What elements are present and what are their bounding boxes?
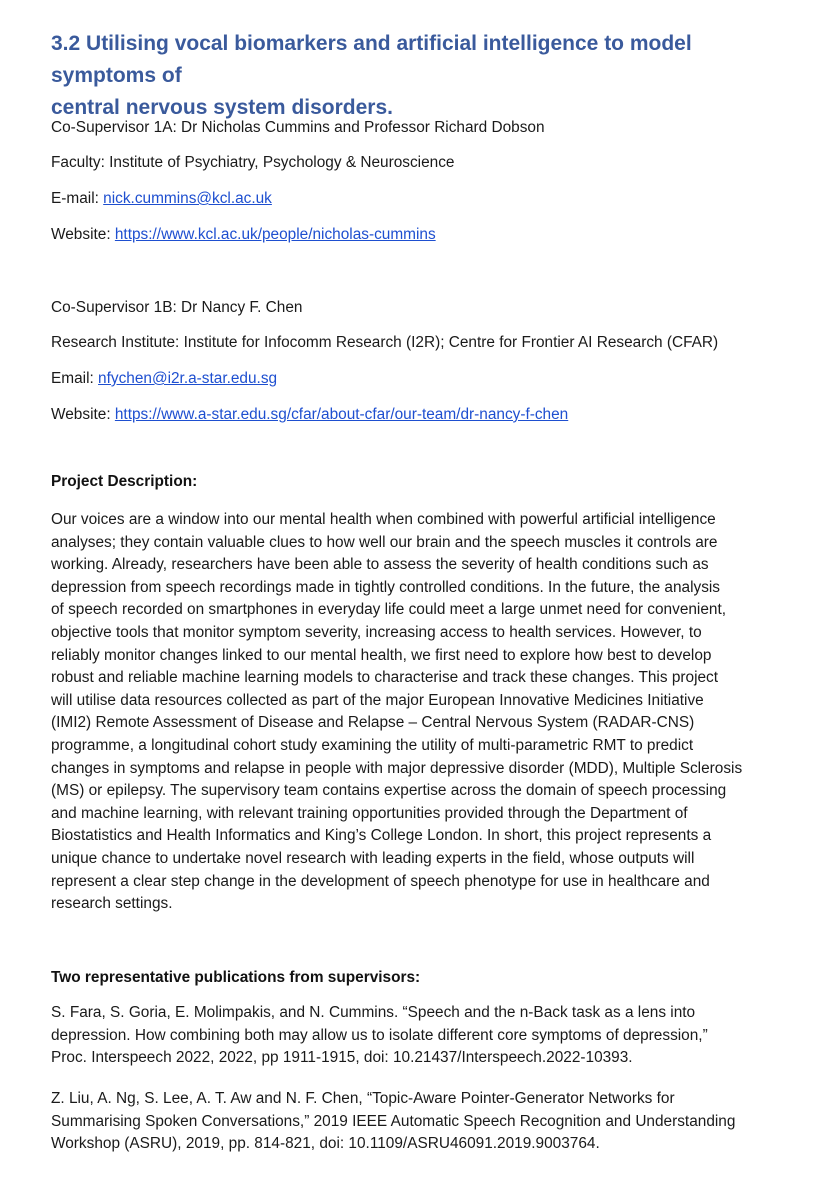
supervisor-1a-email-link[interactable]: nick.cummins@kcl.ac.uk xyxy=(103,190,272,207)
supervisor-1a-name: Co-Supervisor 1A: Dr Nicholas Cummins and Professor Richard Dobson xyxy=(51,119,545,136)
publication-line: Z. Liu, A. Ng, S. Lee, A. T. Aw and N. F. Chen, “Topic-Aware Pointer-Generator Networks for xyxy=(51,1090,675,1107)
publication-line: Workshop (ASRU), 2019, pp. 814-821, doi: 10.1109/ASRU46091.2019.9003764. xyxy=(51,1135,600,1153)
description-line: Biostatistics and Health Informatics and King’s College London. In short, this project represents a xyxy=(51,827,712,845)
supervisor-1b-website-link[interactable]: https://www.a-star.edu.sg/cfar/about-cfar/our-team/dr-nancy-f-chen xyxy=(114,406,569,423)
description-line: Our voices are a window into our mental health when combined with powerful artificial intelligence xyxy=(51,511,716,528)
section-title xyxy=(51,28,791,124)
supervisor-1b-website-row xyxy=(51,404,568,426)
supervisor-1b-website-label: Website: xyxy=(51,406,115,423)
description-line: depression from speech recordings made in tightly controlled conditions. In the future, the analysis xyxy=(51,578,721,596)
description-line: reliably monitor changes linked to our mental health, we first need to explore how best to develop xyxy=(51,646,712,664)
section-title-line-2: central nervous system disorders. xyxy=(51,96,393,119)
project-description-heading: Project Description: xyxy=(51,473,198,490)
supervisor-1a-email-row xyxy=(51,188,272,210)
description-line: of speech recorded on smartphones in everyday life could meet a large unmet need for convenient, xyxy=(51,601,727,619)
project-description-body xyxy=(51,509,791,916)
description-line: changes in symptoms and relapse in people with major depressive disorder (MDD), Multiple Sclerosis xyxy=(51,759,743,777)
description-line: (MS) or epilepsy. The supervisory team contains expertise across the domain of speech processing xyxy=(51,782,727,800)
supervisor-1b-email-label: Email: xyxy=(51,370,99,387)
description-line: working. Already, researchers have been able to assess the severity of health conditions such as xyxy=(51,556,709,574)
description-line: (IMI2) Remote Assessment of Disease and Relapse – Central Nervous System (RADAR-CNS) xyxy=(51,714,695,732)
description-line: unique chance to undertake novel research with leading experts in the field, whose outputs will xyxy=(51,849,695,867)
description-line: research settings. xyxy=(51,895,173,913)
publication-line: S. Fara, S. Goria, E. Molimpakis, and N. Cummins. “Speech and the n-Back task as a lens into xyxy=(51,1004,696,1021)
publication-line: Summarising Spoken Conversations,” 2019 IEEE Automatic Speech Recognition and Understanding xyxy=(51,1112,736,1130)
supervisor-1a-website-row xyxy=(51,224,436,246)
supervisor-1a-website-link[interactable]: https://www.kcl.ac.uk/people/nicholas-cummins xyxy=(114,226,436,243)
description-line: robust and reliable machine learning models to characterise and track these changes. This project xyxy=(51,669,719,687)
supervisor-1b-institute: Research Institute: Institute for Infocomm Research (I2R); Centre for Frontier AI Research (CFAR) xyxy=(51,334,719,351)
description-line: analyses; they contain valuable clues to how well our brain and the speech muscles it controls are xyxy=(51,533,718,551)
description-line: will utilise data resources collected as part of the major European Innovative Medicines Initiative xyxy=(51,691,704,709)
section-title-line-1: 3.2 Utilising vocal biomarkers and artificial intelligence to model symptoms of xyxy=(51,32,692,87)
supervisor-1b-email-row xyxy=(51,368,277,390)
supervisor-1b-name: Co-Supervisor 1B: Dr Nancy F. Chen xyxy=(51,299,303,316)
description-line: and machine learning, with relevant training opportunities provided through the Department of xyxy=(51,804,688,822)
publication-line: depression. How combining both may allow us to isolate different core symptoms of depression,” xyxy=(51,1026,708,1044)
supervisor-1b-email-link[interactable]: nfychen@i2r.a-star.edu.sg xyxy=(98,370,278,387)
supervisor-1a-website-label: Website: xyxy=(51,226,115,243)
supervisor-1a-faculty: Faculty: Institute of Psychiatry, Psychology & Neuroscience xyxy=(51,154,455,171)
description-line: represent a clear step change in the development of speech phenotype for use in healthcare and xyxy=(51,872,710,890)
description-line: objective tools that monitor symptom severity, increasing access to health services. However, to xyxy=(51,623,702,641)
publication-2 xyxy=(51,1088,791,1156)
publication-line: Proc. Interspeech 2022, 2022, pp 1911-1915, doi: 10.21437/Interspeech.2022-10393. xyxy=(51,1049,633,1067)
description-line: programme, a longitudinal cohort study examining the utility of multi-parametric RMT to predict xyxy=(51,736,694,754)
publications-heading: Two representative publications from supervisors: xyxy=(51,969,421,986)
supervisor-1a-email-label: E-mail: xyxy=(51,190,104,207)
publication-1 xyxy=(51,1002,791,1070)
